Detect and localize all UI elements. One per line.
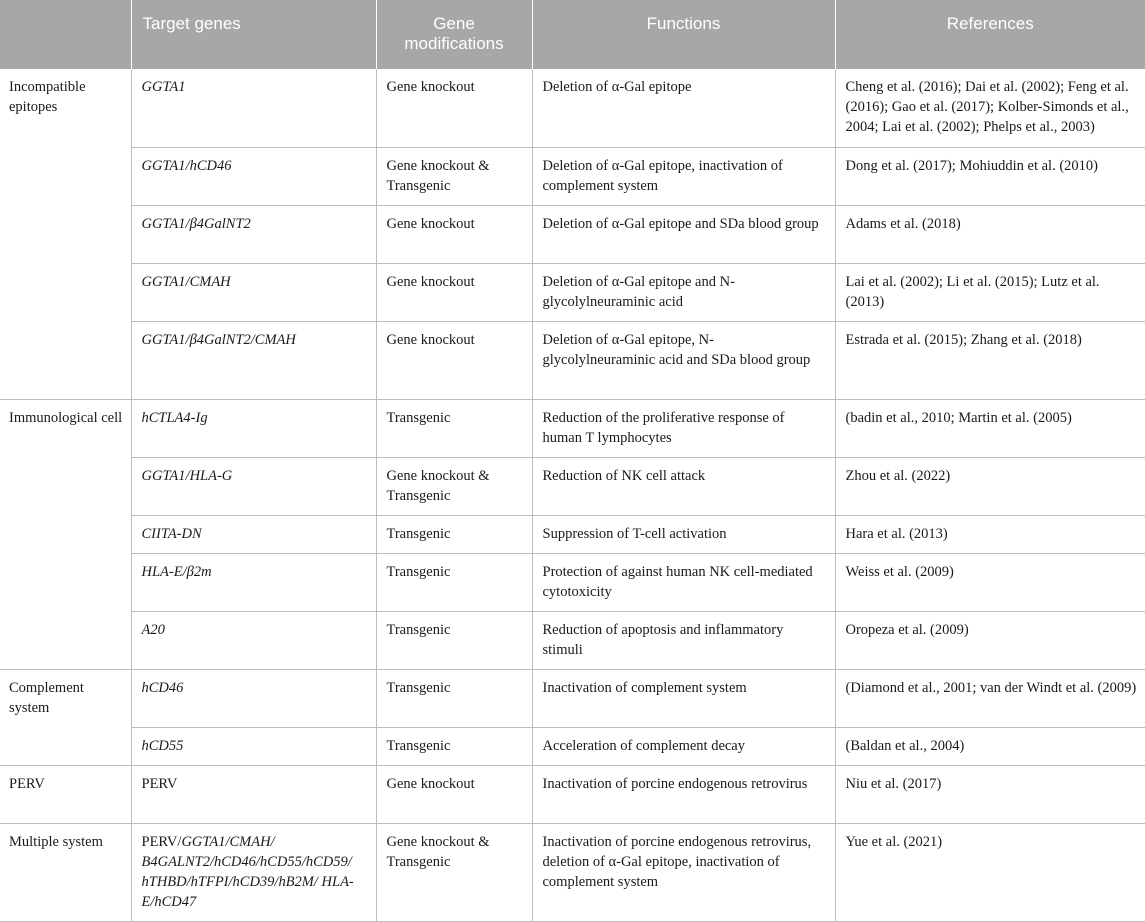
gene-cell: A20 [131, 611, 376, 669]
gene-cell: GGTA1/hCD46 [131, 147, 376, 205]
table-row [0, 457, 1145, 515]
table-row [0, 727, 1145, 765]
table-row [0, 669, 1145, 727]
references-cell: (Baldan et al., 2004) [835, 727, 1145, 765]
table-row [0, 147, 1145, 205]
table-row [0, 205, 1145, 263]
references-cell: Oropeza et al. (2009) [835, 611, 1145, 669]
function-cell: Protection of against human NK cell-mediated cytotoxicity [532, 553, 835, 611]
modification-cell: Transgenic [376, 669, 532, 727]
gene-prefix: PERV/ [141, 833, 182, 850]
modification-cell: Gene knockout & Transgenic [376, 823, 532, 921]
references-cell: Cheng et al. (2016); Dai et al. (2002); Feng et al. (2016); Gao et al. (2017); Kolber-Simonds et al., 2004; Lai et al. (2002); Phelps et al., 2003) [835, 69, 1145, 147]
modification-cell: Gene knockout [376, 263, 532, 321]
modification-cell: Gene knockout [376, 765, 532, 823]
gene-cell: hCTLA4-Ig [131, 399, 376, 457]
references-cell: (Diamond et al., 2001; van der Windt et al. (2009) [835, 669, 1145, 727]
gene-cell: GGTA1 [131, 69, 376, 147]
gene-cell: CIITA-DN [131, 515, 376, 553]
gene-cell: GGTA1/β4GalNT2 [131, 205, 376, 263]
function-cell: Reduction of NK cell attack [532, 457, 835, 515]
function-cell: Reduction of apoptosis and inflammatory stimuli [532, 611, 835, 669]
modification-cell: Transgenic [376, 399, 532, 457]
function-cell: Inactivation of complement system [532, 669, 835, 727]
category-cell: Multiple system [0, 823, 131, 921]
header-references: References [835, 0, 1145, 69]
function-cell: Reduction of the proliferative response of human T lymphocytes [532, 399, 835, 457]
references-cell: Adams et al. (2018) [835, 205, 1145, 263]
gene-list: GGTA1/CMAH/ B4GALNT2/hCD46/hCD55/hCD59/ hTHBD/hTFPI/hCD39/hB2M/ HLA-E/hCD47 [141, 833, 354, 910]
table-row [0, 553, 1145, 611]
references-cell: (badin et al., 2010; Martin et al. (2005) [835, 399, 1145, 457]
header-target-genes: Target genes [131, 0, 376, 69]
gene-cell: hCD55 [131, 727, 376, 765]
table-row [0, 263, 1145, 321]
header-functions: Functions [532, 0, 835, 69]
function-cell: Suppression of T-cell activation [532, 515, 835, 553]
table-row [0, 823, 1145, 921]
references-cell: Niu et al. (2017) [835, 765, 1145, 823]
function-cell: Deletion of α-Gal epitope and N-glycolylneuraminic acid [532, 263, 835, 321]
gene-cell: GGTA1/β4GalNT2/CMAH [131, 321, 376, 399]
references-cell: Zhou et al. (2022) [835, 457, 1145, 515]
table-row [0, 321, 1145, 399]
header-row [0, 0, 1145, 69]
table-row [0, 69, 1145, 147]
gene-cell: hCD46 [131, 669, 376, 727]
function-cell: Acceleration of complement decay [532, 727, 835, 765]
function-cell: Deletion of α-Gal epitope, inactivation of complement system [532, 147, 835, 205]
header-gene-modifications: Gene modifications [376, 0, 532, 69]
modification-cell: Gene knockout [376, 69, 532, 147]
gene-cell: GGTA1/HLA-G [131, 457, 376, 515]
modification-cell: Gene knockout [376, 205, 532, 263]
references-cell: Weiss et al. (2009) [835, 553, 1145, 611]
category-cell: Incompatible epitopes [0, 69, 131, 399]
references-cell: Dong et al. (2017); Mohiuddin et al. (2010) [835, 147, 1145, 205]
table-row [0, 515, 1145, 553]
function-cell: Deletion of α-Gal epitope [532, 69, 835, 147]
header-category [0, 0, 131, 69]
modification-cell: Transgenic [376, 515, 532, 553]
table-row [0, 611, 1145, 669]
gene-cell: PERV [131, 765, 376, 823]
modification-cell: Transgenic [376, 727, 532, 765]
modification-cell: Gene knockout & Transgenic [376, 457, 532, 515]
function-cell: Deletion of α-Gal epitope and SDa blood group [532, 205, 835, 263]
modification-cell: Gene knockout [376, 321, 532, 399]
table-row [0, 399, 1145, 457]
category-cell: Immunological cell [0, 399, 131, 669]
references-cell: Hara et al. (2013) [835, 515, 1145, 553]
function-cell: Deletion of α-Gal epitope, N-glycolylneuraminic acid and SDa blood group [532, 321, 835, 399]
function-cell: Inactivation of porcine endogenous retrovirus, deletion of α-Gal epitope, inactivation of complement system [532, 823, 835, 921]
modification-cell: Transgenic [376, 553, 532, 611]
gene-cell [131, 823, 376, 921]
category-cell: Complement system [0, 669, 131, 765]
modification-cell: Transgenic [376, 611, 532, 669]
references-cell: Estrada et al. (2015); Zhang et al. (2018) [835, 321, 1145, 399]
gene-cell: GGTA1/CMAH [131, 263, 376, 321]
category-cell: PERV [0, 765, 131, 823]
function-cell: Inactivation of porcine endogenous retrovirus [532, 765, 835, 823]
references-cell: Lai et al. (2002); Li et al. (2015); Lutz et al. (2013) [835, 263, 1145, 321]
gene-cell: HLA-E/β2m [131, 553, 376, 611]
table-row [0, 765, 1145, 823]
modification-cell: Gene knockout & Transgenic [376, 147, 532, 205]
references-cell: Yue et al. (2021) [835, 823, 1145, 921]
